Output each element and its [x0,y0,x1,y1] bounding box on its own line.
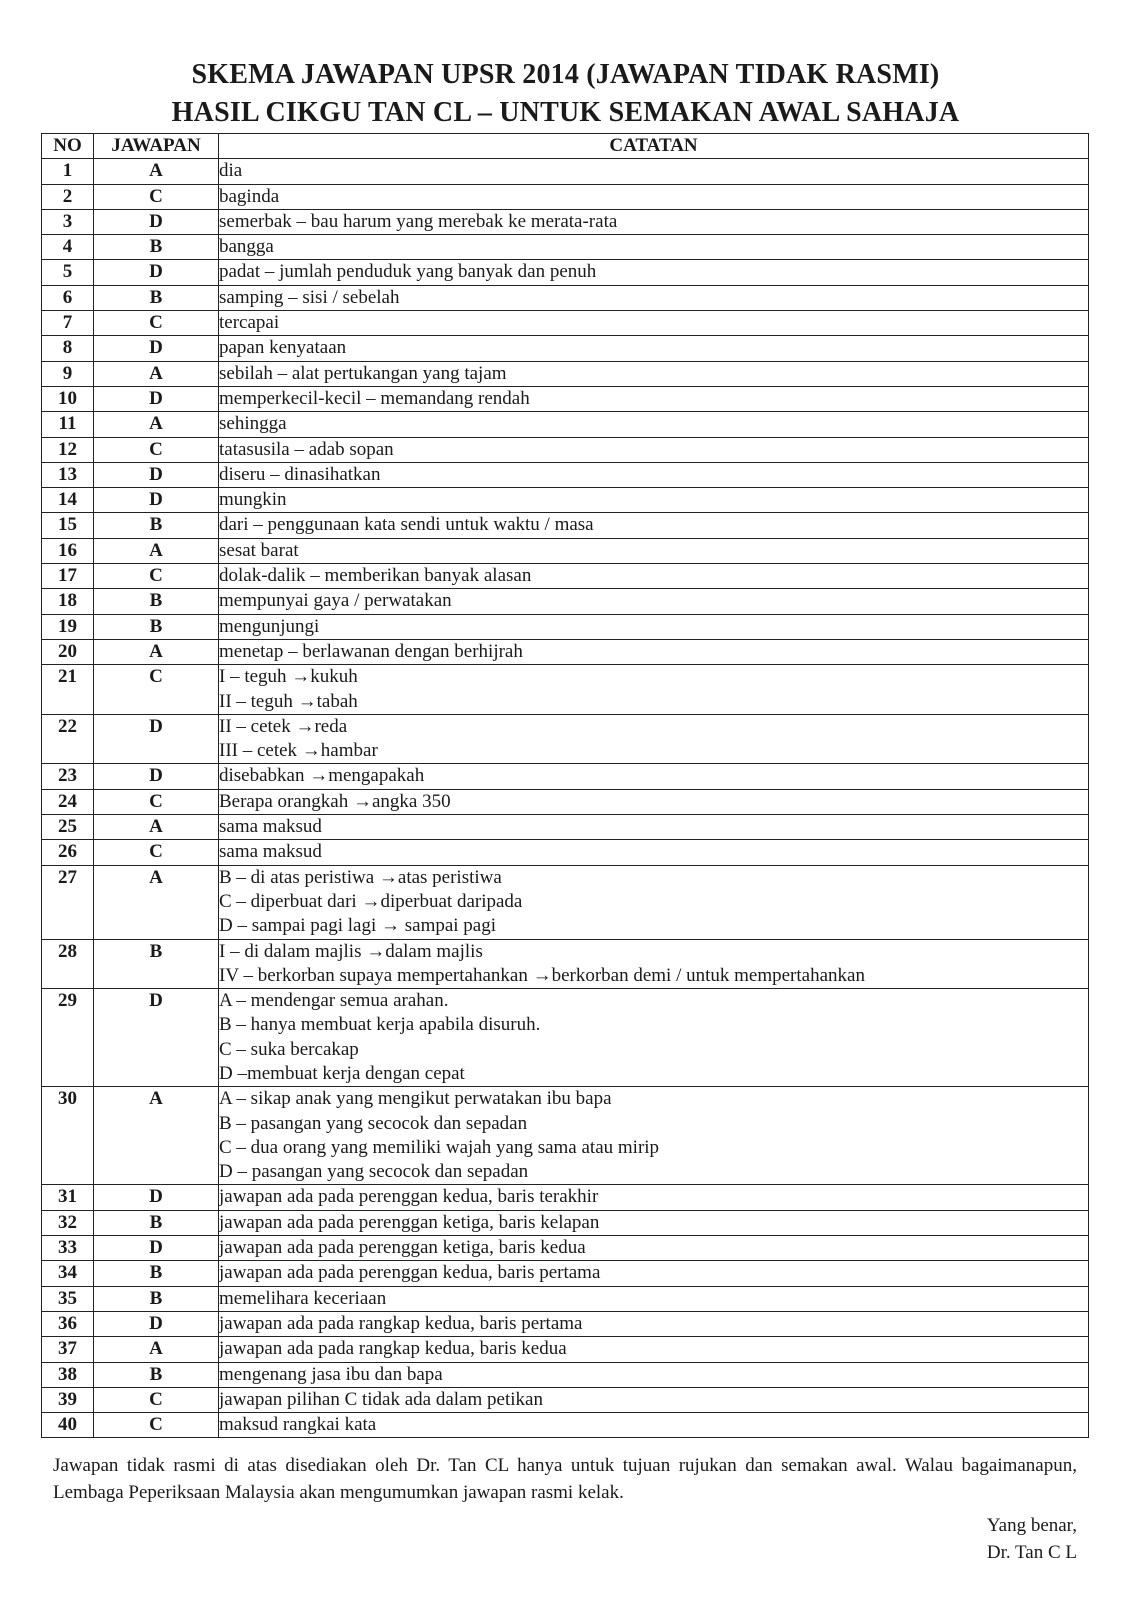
table-row [42,1261,1089,1286]
note-line: A – mendengar semua arahan. [219,990,449,1012]
answer-note [219,285,1089,310]
note-line: II – teguh →tabah [219,690,358,712]
question-number: 18 [42,589,94,614]
answer-letter: D [94,1236,219,1261]
table-row [42,159,1089,184]
table-row [42,764,1089,789]
note-line: menetap – berlawanan dengan berhijrah [219,640,523,662]
note-line: sehingga [219,413,287,435]
answer-letter: B [94,1362,219,1387]
note-line: jawapan pilihan C tidak ada dalam petikan [219,1388,543,1410]
table-row [42,386,1089,411]
table-row [42,789,1089,814]
table-row [42,209,1089,234]
answer-letter: B [94,1210,219,1235]
table-row [42,1311,1089,1336]
note-line: mungkin [219,489,287,511]
answer-note [219,564,1089,589]
note-line: tatasusila – adab sopan [219,438,394,460]
answer-letter: A [94,1337,219,1362]
note-line: papan kenyataan [219,337,347,359]
answer-letter: B [94,285,219,310]
note-line: B – di atas peristiwa →atas peristiwa [219,866,502,888]
answer-note [219,311,1089,336]
answer-note [219,1337,1089,1362]
question-number: 40 [42,1413,94,1438]
answer-letter: D [94,386,219,411]
note-line: mengunjungi [219,615,320,637]
note-line: D – sampai pagi lagi → sampai pagi [219,915,497,937]
answer-note [219,488,1089,513]
note-line: mengenang jasa ibu dan bapa [219,1363,443,1385]
answer-letter: D [94,989,219,1087]
answer-table [41,133,1089,1438]
note-line: jawapan ada pada perenggan kedua, baris terakhir [219,1186,599,1208]
table-row [42,639,1089,664]
table-row [42,989,1089,1087]
answer-note [219,789,1089,814]
question-number: 2 [42,184,94,209]
question-number: 28 [42,939,94,989]
question-number: 27 [42,865,94,939]
note-line: jawapan ada pada rangkap kedua, baris kedua [219,1338,567,1360]
question-number: 30 [42,1087,94,1185]
note-line: C – suka bercakap [219,1038,359,1060]
answer-note [219,1236,1089,1261]
answer-note [219,840,1089,865]
question-number: 20 [42,639,94,664]
note-line: dia [219,160,243,182]
question-number: 19 [42,614,94,639]
question-number: 34 [42,1261,94,1286]
question-number: 39 [42,1387,94,1412]
answer-letter: C [94,840,219,865]
note-line: sama maksud [219,841,322,863]
table-row [42,815,1089,840]
question-number: 12 [42,437,94,462]
answer-letter: D [94,1185,219,1210]
answer-letter: A [94,538,219,563]
answer-letter: A [94,865,219,939]
answer-letter: D [94,209,219,234]
answer-note [219,939,1089,989]
note-line: dolak-dalik – memberikan banyak alasan [219,565,532,587]
answer-note [219,1413,1089,1438]
answer-letter: A [94,412,219,437]
answer-note [219,462,1089,487]
table-row [42,1210,1089,1235]
question-number: 13 [42,462,94,487]
note-line: I – teguh →kukuh [219,666,358,688]
table-row [42,939,1089,989]
answer-note [219,235,1089,260]
question-number: 23 [42,764,94,789]
answer-letter: D [94,764,219,789]
answer-note [219,209,1089,234]
table-row [42,564,1089,589]
question-number: 22 [42,714,94,764]
table-row [42,1387,1089,1412]
header-answer: JAWAPAN [94,134,219,159]
answer-letter: B [94,614,219,639]
answer-note [219,361,1089,386]
closing-text: Yang benar, [986,1515,1077,1536]
question-number: 21 [42,665,94,715]
answer-note [219,1387,1089,1412]
answer-letter: B [94,235,219,260]
table-header-row [42,134,1089,159]
note-line: B – hanya membuat kerja apabila disuruh. [219,1014,541,1036]
answer-letter: A [94,159,219,184]
question-number: 24 [42,789,94,814]
answer-note [219,614,1089,639]
question-number: 4 [42,235,94,260]
table-row [42,513,1089,538]
question-number: 8 [42,336,94,361]
note-line: jawapan ada pada perenggan ketiga, baris kedua [219,1237,586,1259]
note-line: jawapan ada pada perenggan ketiga, baris kelapan [219,1211,600,1233]
question-number: 38 [42,1362,94,1387]
question-number: 10 [42,386,94,411]
answer-note [219,1362,1089,1387]
note-line: Berapa orangkah →angka 350 [219,790,451,812]
signature: Dr. Tan C L [986,1542,1077,1563]
answer-note [219,260,1089,285]
answer-note [219,815,1089,840]
note-line: maksud rangkai kata [219,1414,377,1436]
table-row [42,1337,1089,1362]
question-number: 36 [42,1311,94,1336]
answer-letter: D [94,462,219,487]
answer-letter: D [94,488,219,513]
answer-note [219,1286,1089,1311]
question-number: 35 [42,1286,94,1311]
footer-note: Jawapan tidak rasmi di atas disediakan oleh Dr. Tan CL hanya untuk tujuan rujukan dan semakan awal. Walau bagaimanapun, Lembaga Peperiksaan Malaysia akan mengumumkan jawapan rasmi kelak. [53,1455,1077,1503]
header-no: NO [42,134,94,159]
answer-note [219,538,1089,563]
answer-note [219,1311,1089,1336]
answer-note [219,714,1089,764]
note-line: mempunyai gaya / perwatakan [219,590,452,612]
table-row [42,1286,1089,1311]
answer-letter: D [94,336,219,361]
table-row [42,665,1089,715]
answer-letter: D [94,714,219,764]
table-body [42,159,1089,1438]
question-number: 29 [42,989,94,1087]
question-number: 6 [42,285,94,310]
answer-letter: A [94,639,219,664]
table-row [42,336,1089,361]
answer-letter: A [94,361,219,386]
answer-note [219,437,1089,462]
note-line: memperkecil-kecil – memandang rendah [219,387,530,409]
note-line: jawapan ada pada perenggan kedua, baris pertama [219,1262,601,1284]
note-line: A – sikap anak yang mengikut perwatakan ibu bapa [219,1088,612,1110]
question-number: 17 [42,564,94,589]
note-line: IV – berkorban supaya mempertahankan →berkorban demi / untuk mempertahankan [219,964,865,986]
answer-note [219,1185,1089,1210]
question-number: 26 [42,840,94,865]
note-line: C – diperbuat dari →diperbuat daripada [219,890,523,912]
table-row [42,488,1089,513]
answer-letter: C [94,311,219,336]
answer-letter: C [94,665,219,715]
title-line-2: HASIL CIKGU TAN CL – UNTUK SEMAKAN AWAL SAHAJA [171,97,960,128]
table-row [42,184,1089,209]
answer-letter: D [94,1311,219,1336]
answer-letter: C [94,184,219,209]
note-line: semerbak – bau harum yang merebak ke merata-rata [219,210,618,232]
answer-note [219,412,1089,437]
note-line: sama maksud [219,816,322,838]
table-row [42,1362,1089,1387]
answer-note [219,336,1089,361]
table-row [42,361,1089,386]
question-number: 25 [42,815,94,840]
answer-letter: C [94,564,219,589]
header-notes: CATATAN [219,134,1089,159]
table-row [42,865,1089,939]
question-number: 15 [42,513,94,538]
table-row [42,538,1089,563]
note-line: memelihara keceriaan [219,1287,387,1309]
question-number: 31 [42,1185,94,1210]
answer-note [219,865,1089,939]
question-number: 33 [42,1236,94,1261]
table-row [42,714,1089,764]
title-line-1: SKEMA JAWAPAN UPSR 2014 (JAWAPAN TIDAK RASMI) [191,59,940,90]
note-line: D – pasangan yang secocok dan sepadan [219,1161,529,1183]
table-row [42,462,1089,487]
answer-note [219,184,1089,209]
answer-note [219,1210,1089,1235]
question-number: 5 [42,260,94,285]
answer-letter: C [94,437,219,462]
table-row [42,1413,1089,1438]
question-number: 11 [42,412,94,437]
answer-note [219,159,1089,184]
note-line: D –membuat kerja dengan cepat [219,1062,465,1084]
answer-note [219,386,1089,411]
table-row [42,235,1089,260]
question-number: 1 [42,159,94,184]
question-number: 9 [42,361,94,386]
answer-note [219,589,1089,614]
note-line: I – di dalam majlis →dalam majlis [219,940,483,962]
answer-letter: A [94,1087,219,1185]
note-line: disebabkan →mengapakah [219,765,425,787]
note-line: C – dua orang yang memiliki wajah yang sama atau mirip [219,1136,660,1158]
note-line: padat – jumlah penduduk yang banyak dan penuh [219,261,597,283]
answer-letter: D [94,260,219,285]
table-row [42,1185,1089,1210]
question-number: 16 [42,538,94,563]
note-line: sesat barat [219,539,299,561]
question-number: 3 [42,209,94,234]
question-number: 14 [42,488,94,513]
note-line: II – cetek →reda [219,715,348,737]
table-row [42,260,1089,285]
table-row [42,614,1089,639]
note-line: baginda [219,185,280,207]
answer-note [219,764,1089,789]
table-row [42,1236,1089,1261]
table-row [42,311,1089,336]
question-number: 7 [42,311,94,336]
answer-note [219,1087,1089,1185]
table-row [42,1087,1089,1185]
answer-note [219,989,1089,1087]
note-line: jawapan ada pada rangkap kedua, baris pertama [219,1312,583,1334]
note-line: B – pasangan yang secocok dan sepadan [219,1112,528,1134]
answer-letter: B [94,1286,219,1311]
note-line: tercapai [219,312,280,334]
answer-note [219,1261,1089,1286]
table-row [42,589,1089,614]
answer-letter: B [94,513,219,538]
answer-letter: B [94,1261,219,1286]
note-line: samping – sisi / sebelah [219,286,400,308]
table-row [42,840,1089,865]
answer-note [219,665,1089,715]
answer-letter: B [94,939,219,989]
note-line: bangga [219,236,274,258]
note-line: dari – penggunaan kata sendi untuk waktu / masa [219,514,594,536]
question-number: 32 [42,1210,94,1235]
table-row [42,412,1089,437]
note-line: sebilah – alat pertukangan yang tajam [219,362,507,384]
table-row [42,285,1089,310]
note-line: diseru – dinasihatkan [219,463,381,485]
answer-letter: B [94,589,219,614]
answer-letter: C [94,1387,219,1412]
answer-note [219,639,1089,664]
answer-letter: C [94,1413,219,1438]
answer-note [219,513,1089,538]
question-number: 37 [42,1337,94,1362]
document-title [0,56,1131,132]
table-row [42,437,1089,462]
note-line: III – cetek →hambar [219,740,378,762]
answer-letter: C [94,789,219,814]
answer-letter: A [94,815,219,840]
